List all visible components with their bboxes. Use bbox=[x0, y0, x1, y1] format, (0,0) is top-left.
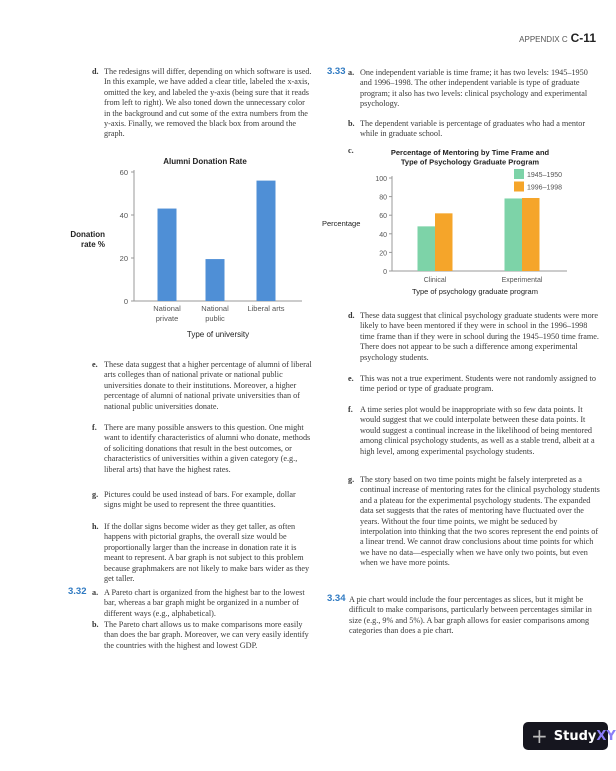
item-label: f. bbox=[348, 405, 353, 414]
logo-study: Study bbox=[553, 728, 597, 744]
bar-1996-1998 bbox=[435, 213, 453, 271]
y-tick-label: 100 bbox=[375, 176, 387, 183]
answer-text: The Pareto chart allows us to make comparisons more easily than does the bar graph. Moreover, we can very easily identify the countries with the highest and lowest GDP. bbox=[104, 620, 309, 650]
mentoring-chart bbox=[315, 140, 605, 305]
answer-g bbox=[92, 490, 312, 511]
item-label: a. bbox=[348, 68, 355, 77]
chart-title: Type of Psychology Graduate Program bbox=[400, 157, 540, 167]
x-tick-label: public bbox=[205, 314, 225, 323]
bar-1945-1950 bbox=[418, 226, 436, 271]
y-tick-label: 20 bbox=[119, 254, 128, 263]
answer-text: Pictures could be used instead of bars. For example, dollar signs might be used to represent the three quantities. bbox=[104, 490, 296, 510]
answer-text: A Pareto chart is organized from the highest bar to the lowest bar, whereas a bar graph might be organized in a number of different ways (e.g., alphabetical). bbox=[104, 588, 305, 618]
answer-h bbox=[92, 522, 312, 584]
legend-swatch bbox=[514, 182, 524, 192]
answer-text: This was not a true experiment. Students were not randomly assigned to time period or type of graduate program. bbox=[360, 374, 597, 394]
answer-3-33-f bbox=[348, 405, 600, 457]
item-label: g. bbox=[348, 475, 355, 484]
answer-f bbox=[92, 423, 312, 475]
legend-label: 1996–1998 bbox=[527, 184, 563, 192]
y-tick-label: 0 bbox=[123, 297, 128, 306]
item-label: b. bbox=[348, 119, 355, 128]
y-tick-label: 40 bbox=[379, 231, 387, 239]
answer-text: The redesigns will differ, depending on which software is used. In this example, we have added a clear title, labeled the x-axis, omitted the key, and labeled the y-axis (being sure that it reads from left to right). We also toned down the unnecessary color in the background and cut some of the extra numbers from the y-axis. Finally, we removed the black box from around the graph. bbox=[104, 67, 312, 139]
x-tick-label: Liberal arts bbox=[247, 304, 285, 313]
legend-label: 1945–1950 bbox=[527, 172, 563, 179]
answer-3-33-g bbox=[348, 475, 600, 569]
y-axis-label: rate % bbox=[80, 240, 105, 249]
y-tick-label: 60 bbox=[119, 168, 128, 177]
x-tick-label: private bbox=[155, 314, 179, 323]
answer-text: One independent variable is time frame; it has two levels: 1945–1950 and 1996–1998. The other independent variable is type of graduate program; it also has two levels: clinical psychology and experimental psychology. bbox=[360, 68, 588, 109]
item-label: c. bbox=[348, 146, 354, 155]
item-label: d. bbox=[92, 67, 99, 76]
y-tick-label: 80 bbox=[379, 194, 387, 202]
x-tick-label: Clinical bbox=[423, 277, 447, 284]
answer-3-32-a bbox=[92, 588, 312, 619]
answer-e bbox=[92, 360, 312, 412]
bar-1996-1998 bbox=[522, 198, 540, 271]
x-tick-label: Experimental bbox=[501, 277, 543, 284]
legend-swatch bbox=[514, 169, 524, 179]
item-label: f. bbox=[92, 423, 97, 432]
y-tick-label: 20 bbox=[379, 250, 387, 258]
answer-3-32-b bbox=[92, 620, 312, 651]
chart-title: Alumni Donation Rate bbox=[163, 157, 247, 166]
page-number: C-11 bbox=[570, 31, 596, 45]
answer-text: The dependent variable is percentage of graduates who had a mentor while in graduate school. bbox=[360, 119, 586, 139]
appendix-label: APPENDIX C bbox=[519, 35, 568, 44]
answer-text: The story based on two time points might be falsely interpreted as a continual increase of mentoring rates for the clinical psychology students and a plateau for the experimental psychology students. The expanded data set suggests that the rates of mentoring have fluctuated over the years. Without the four time points, we might be seduced by interpolation into thinking that the two scores represent the end points of a linear trend. We cannot draw conclusions about time points for which we have no data—especially when we have only two points, but even when we have more points. bbox=[360, 475, 600, 568]
item-label: e. bbox=[92, 360, 98, 369]
y-axis-label: Percentage bbox=[322, 219, 361, 228]
item-label: g. bbox=[92, 490, 99, 499]
answer-3-33-d bbox=[348, 311, 600, 363]
y-tick-label: 0 bbox=[383, 269, 387, 276]
item-label: b. bbox=[92, 620, 99, 629]
studyxy-logo bbox=[523, 722, 616, 750]
logo-xy: XY bbox=[596, 728, 616, 744]
answer-text: If the dollar signs become wider as they get taller, as often happens with pictorial graphs, the overall size would be proportionally larger than the increase in donation rate it is meant to represent. A bar graph is not subject to this problem because graphmakers are not likely to make bars wider as they get taller. bbox=[104, 522, 310, 584]
question-number-3-33: 3.33 bbox=[327, 66, 346, 77]
x-tick-label: National bbox=[201, 304, 229, 313]
answer-text: These data suggest that clinical psychology graduate students were more likely to have been mentored if they were in school in the 1996–1998 time frame than if they were in school during the 1945–1950 time frame. There does not appear to be such a difference among experimental psychology students. bbox=[360, 311, 599, 362]
chart-title: Percentage of Mentoring by Time Frame and bbox=[390, 148, 550, 157]
item-label: a. bbox=[92, 588, 99, 597]
answer-text: A time series plot would be inappropriate with so few data points. It would suggest that we could interpolate between these data points. It would suggest a continual increase in the likelihood of being mentored among clinical psychology students, as well as a stable trend, albeit at a high level, among experimental psychology students. bbox=[360, 405, 595, 456]
answer-3-33-b bbox=[348, 119, 600, 140]
alumni-donation-chart bbox=[0, 150, 320, 345]
y-tick-label: 60 bbox=[379, 213, 387, 221]
question-number-3-34: 3.34 bbox=[327, 593, 346, 604]
y-axis-label: Donation bbox=[70, 230, 105, 239]
answer-text: These data suggest that a higher percentage of alumni of liberal arts colleges than of national private or national public universities donate to their institutions. Moreover, a higher percentage of alumni of national private universities than of national public universities donate. bbox=[104, 360, 312, 411]
bar-1945-1950 bbox=[505, 198, 523, 271]
page-header bbox=[519, 31, 596, 45]
item-label: e. bbox=[348, 374, 354, 383]
y-tick-label: 40 bbox=[119, 211, 128, 220]
bar bbox=[206, 259, 225, 301]
bar bbox=[257, 181, 276, 301]
x-axis-label: Type of university bbox=[186, 330, 250, 339]
answer-3-33-e bbox=[348, 374, 600, 395]
bar bbox=[158, 209, 177, 301]
x-tick-label: National bbox=[153, 304, 181, 313]
plus-icon: + bbox=[531, 724, 548, 748]
answer-3-33-a bbox=[348, 68, 600, 110]
answer-d bbox=[92, 67, 312, 140]
item-label: d. bbox=[348, 311, 355, 320]
question-number-3-32: 3.32 bbox=[68, 586, 87, 597]
item-label: h. bbox=[92, 522, 99, 531]
answer-text: There are many possible answers to this question. One might want to identify characteristics of alumni who donate, methods of soliciting donations that result in the best outcomes, or characteristics of universities within a given category (e.g., liberal arts) that have the highest rates. bbox=[104, 423, 311, 474]
answer-3-34: A pie chart would include the four percentages as slices, but it might be difficult to make comparisons, particularly between percentages similar in size (e.g., 9% and 5%). A bar graph allows for easier comparisons among categories than does a pie chart. bbox=[349, 595, 592, 636]
x-axis-label: Type of psychology graduate program bbox=[412, 287, 538, 296]
